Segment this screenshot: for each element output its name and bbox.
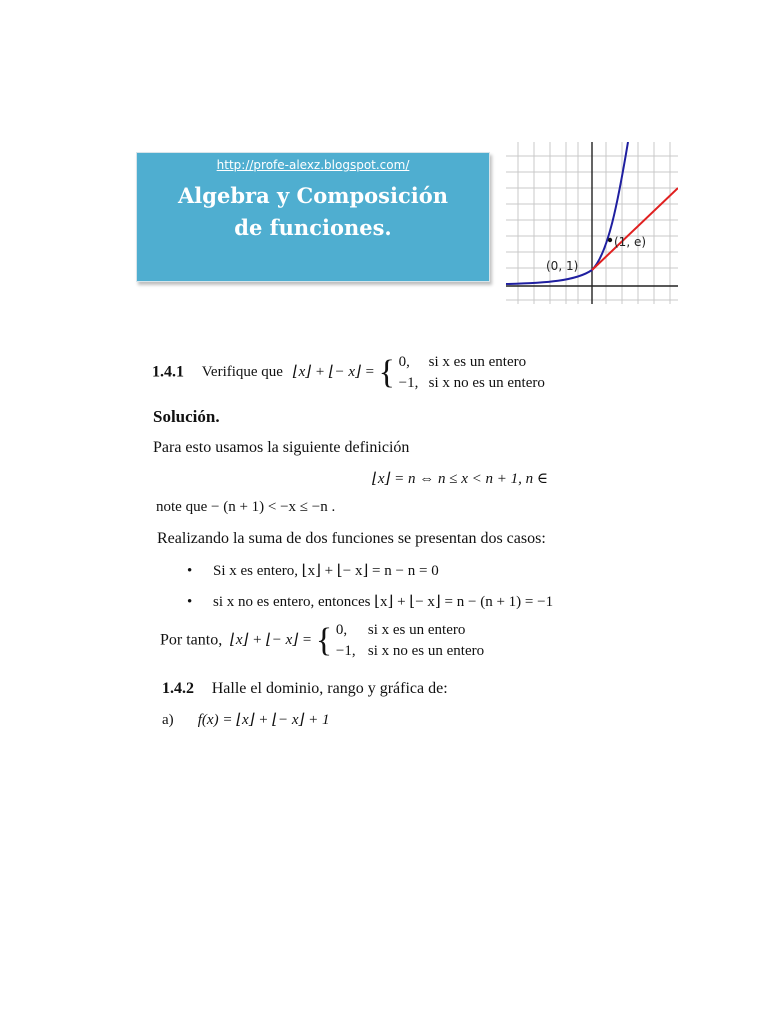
definition-formula: ⌊x⌋ = n ⇔ n ≤ x < n + 1, n ∈ (372, 471, 548, 487)
list-item (187, 556, 553, 587)
bullet-text: si x no es entero, entonces ⌊x⌋ + ⌊− x⌋ = n − (n + 1) = −1 (213, 594, 554, 610)
case-2-value: −1, (398, 375, 419, 391)
case-2-text: si x no es un entero (367, 643, 485, 659)
problem-intro: Verifique que (201, 364, 283, 381)
case-2-text: si x no es un entero (428, 375, 545, 391)
page-title (137, 180, 489, 244)
solution-heading: Solución. (153, 407, 220, 426)
problem-number: 1.4.2 (162, 680, 194, 697)
label-0-1: (0, 1) (546, 259, 579, 273)
problem-number: 1.4.1 (152, 363, 184, 381)
problem-expression: ⌊x⌋ + ⌊− x⌋ = (292, 364, 375, 381)
cases-block (399, 352, 545, 394)
list-item (187, 587, 553, 618)
title-banner (136, 152, 490, 282)
conclusion-expression: ⌊x⌋ + ⌊− x⌋ = (229, 632, 313, 649)
point-1-e (608, 238, 612, 242)
bullet-text: Si x es entero, ⌊x⌋ + ⌊− x⌋ = n − n = 0 (213, 563, 439, 579)
case-1-text: si x es un entero (428, 354, 527, 370)
bullet-dot: • (187, 563, 193, 579)
problem-1-4-2 (162, 680, 448, 698)
note-inequality: note que − (n + 1) < −x ≤ −n . (156, 499, 336, 515)
case-1-value: 0, (398, 354, 410, 370)
problem-text: Halle el dominio, rango y gráfica de: (211, 680, 448, 697)
bullet-dot: • (187, 594, 193, 610)
definition-intro: Para esto usamos la siguiente definición (153, 439, 410, 456)
cases-brace: { (378, 354, 395, 391)
bullet-list (187, 556, 553, 618)
cases-block (336, 620, 484, 662)
exponential-graph (506, 142, 678, 304)
case-2-value: −1, (335, 643, 356, 659)
item-label: a) (162, 712, 174, 728)
blog-url-link[interactable]: http://profe-alexz.blogspot.com/ (216, 158, 410, 172)
item-formula: f(x) = ⌊x⌋ + ⌊− x⌋ + 1 (197, 712, 330, 728)
cases-brace: { (315, 622, 333, 659)
case-1-value: 0, (335, 622, 348, 638)
case-1-text: si x es un entero (367, 622, 466, 638)
title-line-2: de funciones. (234, 215, 392, 240)
label-1-e: (1, e) (614, 235, 647, 249)
conclusion-intro: Por tanto, (160, 631, 223, 649)
problem-1-4-1 (152, 352, 545, 394)
sum-intro: Realizando la suma de dos funciones se presentan dos casos: (157, 530, 546, 547)
title-line-1: Algebra y Composición (178, 183, 448, 208)
conclusion (160, 620, 484, 662)
problem-item-a (162, 711, 330, 729)
